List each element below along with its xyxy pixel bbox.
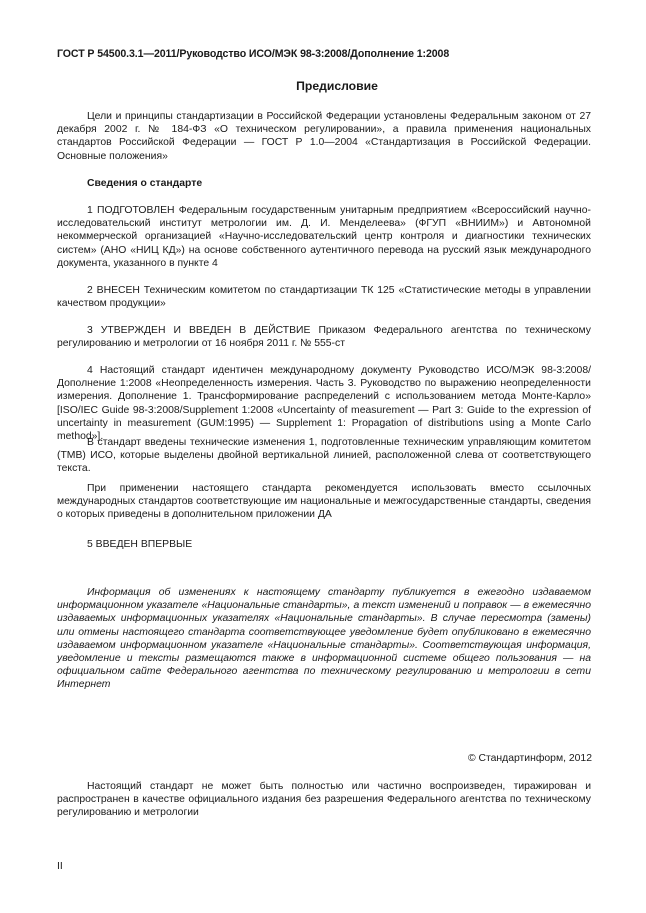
reproduction-notice: Настоящий стандарт не может быть полностью или частично воспроизведен, тиражирован и распространен в качестве официального издания без разрешения Федерального агентства по техническому регулированию и метрологии [57,781,591,819]
technical-changes-paragraph: В стандарт введены технические изменения 1, подготовленные техническим управляющим комитетом (ТМВ) ИСО, которые выделены двойной вертикальной линией, расположенной слева от соответствующего текста. [57,437,591,475]
document-header: ГОСТ Р 54500.3.1—2011/Руководство ИСО/МЭК 98-3:2008/Дополнение 1:2008 [57,48,450,60]
changes-notice: Информация об изменениях к настоящему стандарту публикуется в ежегодно издаваемом информационном указателе «Национальные стандарты», а текст изменений и поправок — в ежемесячно издаваемых информационных указателях «Национальные стандарты». В случае пересмотра (замены) или отмены настоящего стандарта соответствующее уведомление будет опубликовано в ежемесячно издаваемом информационном указателе «Национальные стандарты». Соответствующая информация, уведомление и тексты размещаются также в информационной системе общего пользования — на официальном сайте Федерального агентства по техническому регулированию и метрологии в сети Интернет [57,587,591,691]
item-3-paragraph: 3 УТВЕРЖДЕН И ВВЕДЕН В ДЕЙСТВИЕ Приказом Федерального агентства по техническому регулированию и метрологии от 16 ноября 2011 г. № 555-ст [57,325,591,350]
section-heading: Сведения о стандарте [87,178,203,189]
item-2-paragraph: 2 ВНЕСЕН Техническим комитетом по стандартизации ТК 125 «Статистические методы в управлении качеством продукции» [57,285,591,310]
page-number: II [57,861,63,872]
item-1-paragraph: 1 ПОДГОТОВЛЕН Федеральным государственным унитарным предприятием «Всероссийский научно-исследовательский институт метрологии им. Д. И. Менделеева» (ФГУП «ВНИИМ») и Автономной некоммерческой организацией «Научно-исследовательский центр контроля и диагностики технических систем» (АНО «НИЦ КД») на основе собственного аутентичного перевода на русский язык международного документа, указанного в пункте 4 [57,205,591,269]
page-title: Предисловие [296,79,378,93]
copyright-line: © Стандартинформ, 2012 [467,753,592,764]
intro-paragraph: Цели и принципы стандартизации в Российской Федерации установлены Федеральным законом от 27 декабря 2002 г. № 184-ФЗ «О техническом регулировании», а правила применения национальных стандартов Российской Федерации — ГОСТ Р 1.0—2004 «Стандартизация в Российской Федерации. Основные положения» [57,111,591,162]
references-paragraph: При применении настоящего стандарта рекомендуется использовать вместо ссылочных международных стандартов соответствующие им национальные и межгосударственные стандарты, сведения о которых приведены в дополнительном приложении ДА [57,483,591,521]
item-4-paragraph: 4 Настоящий стандарт идентичен международному документу Руководство ИСО/МЭК 98-3:2008/Дополнение 1:2008 «Неопределенность измерения. Часть 3. Руководство по выражению неопределенности измерения. Дополнение 1. Трансформирование распределений с использованием метода Монте-Карло» [ISO/IEC Guide 98-3:2008/Supplement 1:2008 «Uncertainty of measurement — Part 3: Guide to the expression of uncertainty in measurement (GUM:1995) — Supplement 1: Propagation of distributions using a Monte Carlo method»]. [57,365,591,443]
item-5-paragraph: 5 ВВЕДЕН ВПЕРВЫЕ [87,539,193,550]
